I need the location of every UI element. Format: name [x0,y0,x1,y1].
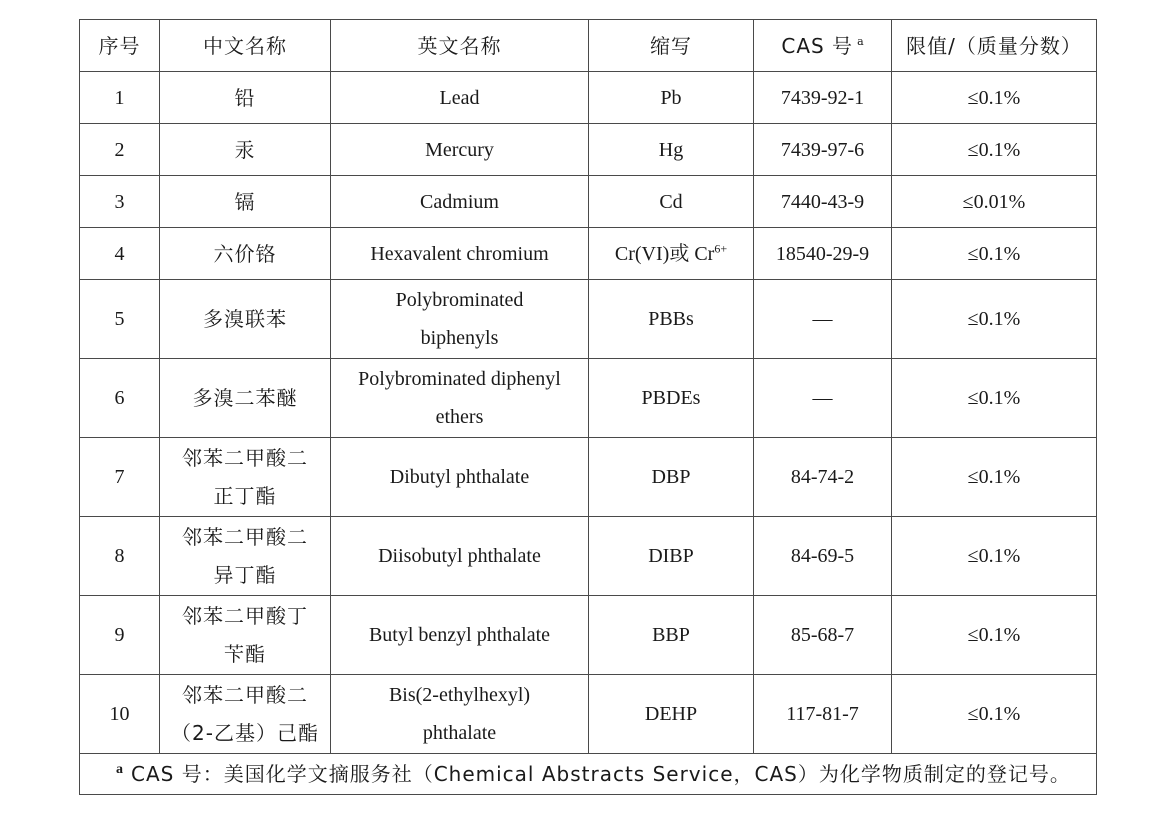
cell-name-en [331,72,589,124]
cell-abbr [589,124,754,176]
name-cn-line: 铅 [234,85,256,110]
cell-name-cn [160,124,331,176]
cell-limit: ≤0.1% [892,72,1097,124]
table-row [80,359,1097,438]
cell-name-cn [160,359,331,438]
name-en-line: Mercury [425,138,494,161]
cell-cas: 84-74-2 [754,438,892,517]
cell-limit: ≤0.01% [892,176,1097,228]
table-body [80,72,1097,754]
cell-name-cn [160,675,331,754]
table-row [80,517,1097,596]
cell-name-en [331,438,589,517]
restricted-substances-sheet [79,19,1096,797]
header-cas-footnote-mark: a [857,34,864,48]
cell-abbr [589,517,754,596]
abbr-superscript: 6+ [714,240,728,255]
cell-name-en [331,596,589,675]
header-abbr: 缩写 [589,20,754,72]
cell-name-cn [160,280,331,359]
name-en-line: biphenyls [420,327,499,349]
table-header-row [80,20,1097,72]
cell-limit: ≤0.1% [892,124,1097,176]
cell-cas: 7439-97-6 [754,124,892,176]
cell-index: 9 [80,596,160,675]
cell-index: 6 [80,359,160,438]
cell-index: 5 [80,280,160,359]
cell-name-en [331,359,589,438]
header-name-cn: 中文名称 [160,20,331,72]
cell-abbr [589,176,754,228]
cell-index: 10 [80,675,160,754]
cell-cas: 84-69-5 [754,517,892,596]
name-en-line: Lead [439,86,480,109]
cell-index: 4 [80,228,160,280]
name-cn-line: 汞 [234,137,256,162]
table-row [80,124,1097,176]
cell-index: 2 [80,124,160,176]
cell-abbr [589,359,754,438]
restricted-substances-table [79,19,1097,795]
footnote-text: CAS 号：美国化学文摘服务社（Chemical Abstracts Service，CAS）为化学物质制定的登记号。 [131,762,1071,786]
name-en-line: Bis(2-ethylhexyl) [388,684,531,706]
cell-name-en [331,517,589,596]
abbr-text: PBBs [648,308,694,330]
cell-limit: ≤0.1% [892,517,1097,596]
table-row [80,675,1097,754]
cell-index: 7 [80,438,160,517]
name-en-line: Polybrominated [395,289,524,311]
abbr-text: DBP [651,466,691,488]
cell-abbr [589,596,754,675]
cell-index: 3 [80,176,160,228]
abbr-text: DIBP [648,545,694,567]
cell-name-cn [160,176,331,228]
table-row [80,438,1097,517]
abbr-text: Cd [659,190,683,213]
cell-cas: — [754,359,892,438]
cell-cas: 18540-29-9 [754,228,892,280]
header-cas-label: CAS 号 [781,33,854,58]
abbr-text: DEHP [644,703,698,725]
cell-name-en [331,675,589,754]
cell-name-en [331,124,589,176]
table-row [80,280,1097,359]
footnote-row [80,754,1097,795]
table-row [80,228,1097,280]
cell-limit: ≤0.1% [892,359,1097,438]
cell-limit: ≤0.1% [892,438,1097,517]
header-cas [754,20,892,72]
footnote-mark: a [116,762,123,778]
abbr-text: Cr(VI)或 Cr [614,242,715,265]
abbr-text: BBP [652,624,690,646]
cell-name-cn [160,596,331,675]
cell-abbr [589,675,754,754]
cell-index: 1 [80,72,160,124]
cell-limit: ≤0.1% [892,228,1097,280]
cell-cas: 7440-43-9 [754,176,892,228]
cell-name-en [331,280,589,359]
header-name-en: 英文名称 [331,20,589,72]
name-cn-line: 镉 [234,189,256,214]
name-cn-line: 多溴联苯 [203,307,287,331]
name-en-line: Cadmium [420,190,499,213]
cell-index: 8 [80,517,160,596]
name-en-line: Hexavalent chromium [370,242,549,265]
name-en-line: Polybrominated diphenyl [358,368,561,390]
name-cn-line: 邻苯二甲酸二 [182,446,308,470]
abbr-text: PBDEs [641,387,701,409]
cell-cas: 117-81-7 [754,675,892,754]
cell-name-cn [160,438,331,517]
name-en-line: Diisobutyl phthalate [378,545,541,567]
name-cn-line: 六价铬 [213,241,277,266]
table-row [80,596,1097,675]
cell-cas: 85-68-7 [754,596,892,675]
table-row [80,72,1097,124]
abbr-text: Pb [660,86,682,109]
cell-name-cn [160,72,331,124]
name-cn-line: 邻苯二甲酸丁 [182,604,308,628]
name-en-line: Butyl benzyl phthalate [368,624,551,646]
cell-cas: 7439-92-1 [754,72,892,124]
cell-cas: — [754,280,892,359]
name-cn-line: 正丁酯 [213,484,277,508]
name-en-line: ethers [435,406,484,428]
cell-name-cn [160,517,331,596]
name-cn-line: 邻苯二甲酸二 [182,683,308,707]
name-cn-line: 邻苯二甲酸二 [182,525,308,549]
cell-abbr [589,228,754,280]
table-row [80,176,1097,228]
name-cn-line: （2-乙基）己酯 [171,721,319,745]
name-cn-line: 多溴二苯醚 [192,386,298,410]
cell-abbr [589,72,754,124]
name-en-line: Dibutyl phthalate [389,466,530,488]
cell-limit: ≤0.1% [892,280,1097,359]
cell-abbr [589,438,754,517]
name-en-line: phthalate [422,722,497,744]
cell-name-cn [160,228,331,280]
cell-limit: ≤0.1% [892,675,1097,754]
cell-name-en [331,176,589,228]
name-cn-line: 异丁酯 [213,563,277,587]
header-limit: 限值/（质量分数） [892,20,1097,72]
name-cn-line: 苄酯 [224,642,266,666]
cell-name-en [331,228,589,280]
abbr-text: Hg [658,138,684,161]
footnote-cell [80,754,1097,795]
cell-abbr [589,280,754,359]
header-index: 序号 [80,20,160,72]
cell-limit: ≤0.1% [892,596,1097,675]
